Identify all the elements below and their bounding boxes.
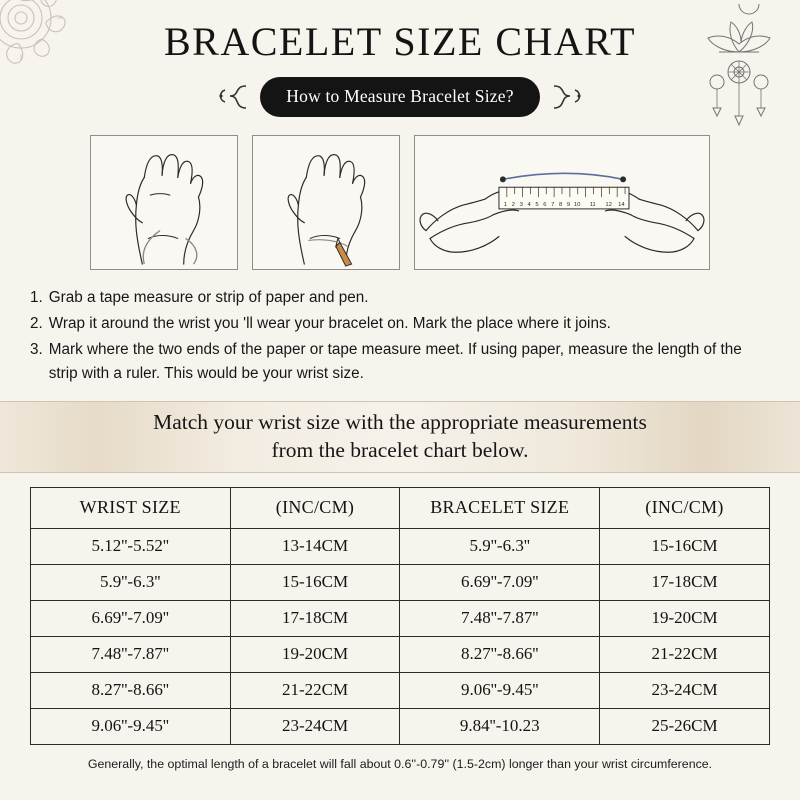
step-number: 2. [30,314,43,332]
cell-bracelet-inches: 9.06''-9.45'' [400,673,600,709]
header-bracelet-unit: (INC/CM) [600,488,770,529]
table-row [31,601,770,637]
hand-with-paper-strip-and-pen-icon [253,136,399,269]
step-text: Mark where the two ends of the paper or tape measure meet. If using paper, measure the length of the strip with a ruler. This would be your wrist size. [48,340,742,383]
cell-wrist-cm: 13-14CM [230,529,400,565]
cell-wrist-inches: 5.12''-5.52'' [31,529,231,565]
footnote-text: Generally, the optimal length of a bracelet will fall about 0.6''-0.79'' (1.5-2cm) longer than your wrist circumference. [87,757,713,772]
illustration-panels [0,135,800,270]
illustration-hand-with-paper-strip [252,135,400,270]
svg-text:12: 12 [605,201,612,208]
cell-wrist-inches: 5.9''-6.3'' [31,565,231,601]
svg-text:6: 6 [543,201,547,208]
list-item [30,286,774,311]
header-bracelet-size: BRACELET SIZE [400,488,600,529]
svg-text:8: 8 [559,201,563,208]
step-text: Grab a tape measure or strip of paper and pen. [48,289,369,306]
svg-text:14: 14 [618,201,625,208]
banner-line-1: Match your wrist size with the appropriate measurements [153,410,647,435]
banner-line-2: from the bracelet chart below. [271,438,529,463]
svg-text:4: 4 [527,201,531,208]
svg-text:2: 2 [511,201,516,208]
cell-bracelet-cm: 25-26CM [600,709,770,745]
subheading-row [0,77,800,117]
svg-text:5: 5 [535,201,539,208]
step-number: 1. [30,289,43,306]
table-row [31,709,770,745]
cell-wrist-cm: 19-20CM [230,637,400,673]
how-to-measure-pill: How to Measure Bracelet Size? [260,77,539,117]
list-item [30,338,774,388]
cell-bracelet-inches: 6.69''-7.09'' [400,565,600,601]
table-body [31,529,770,745]
cell-wrist-cm: 21-22CM [230,673,400,709]
svg-text:1: 1 [503,201,508,208]
header-wrist-size: WRIST SIZE [31,488,231,529]
cell-wrist-inches: 7.48''-7.87'' [31,637,231,673]
table-row [31,529,770,565]
cell-bracelet-inches: 7.48''-7.87'' [400,601,600,637]
illustration-hands-measuring-with-ruler [414,135,710,270]
list-item [30,312,774,337]
cell-bracelet-inches: 8.27''-8.66'' [400,637,600,673]
table-row [31,565,770,601]
cell-wrist-inches: 6.69''-7.09'' [31,601,231,637]
cell-wrist-cm: 17-18CM [230,601,400,637]
cell-bracelet-cm: 17-18CM [600,565,770,601]
svg-text:3: 3 [519,201,523,208]
svg-text:9: 9 [566,201,571,208]
cell-bracelet-cm: 21-22CM [600,637,770,673]
svg-text:7: 7 [551,201,555,208]
cell-bracelet-cm: 15-16CM [600,529,770,565]
page-title: BRACELET SIZE CHART [163,19,637,64]
cell-bracelet-inches: 9.84''-10.23 [400,709,600,745]
svg-text:11: 11 [589,201,596,208]
cell-wrist-inches: 9.06''-9.45'' [31,709,231,745]
cell-bracelet-cm: 23-24CM [600,673,770,709]
header-wrist-unit: (INC/CM) [230,488,400,529]
cell-wrist-cm: 15-16CM [230,565,400,601]
cell-bracelet-cm: 19-20CM [600,601,770,637]
banner-text [137,409,663,465]
measure-steps-list [0,286,800,387]
step-text: Wrap it around the wrist you 'll wear your bracelet on. Mark the place where it joins. [48,314,611,332]
size-table-wrapper [0,473,800,745]
match-wrist-size-banner [0,401,800,473]
table-header-row [31,488,770,529]
cell-wrist-inches: 8.27''-8.66'' [31,673,231,709]
hand-with-tape-measure-icon [91,136,237,269]
svg-text:10: 10 [573,201,581,208]
right-flourish-icon [550,82,584,112]
table-row [31,673,770,709]
bracelet-size-table [30,487,770,745]
cell-bracelet-inches: 5.9''-6.3'' [400,529,600,565]
cell-wrist-cm: 23-24CM [230,709,400,745]
table-row [31,637,770,673]
illustration-hand-with-tape-measure [90,135,238,270]
left-flourish-icon [216,82,250,112]
step-number: 3. [30,340,43,358]
hands-measuring-paper-strip-with-ruler-icon [415,136,709,269]
